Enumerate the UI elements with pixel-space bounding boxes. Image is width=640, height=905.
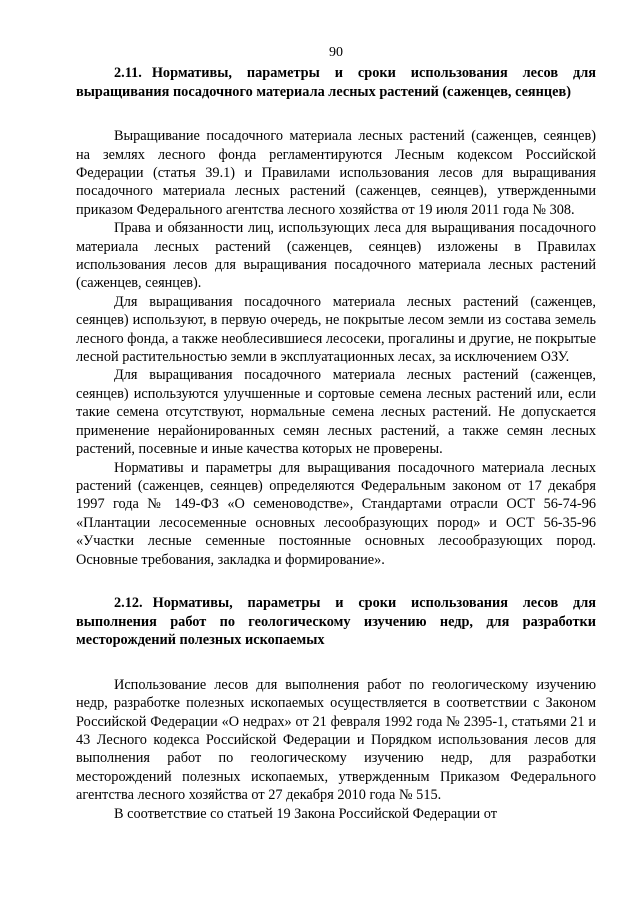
paragraph: Для выращивания посадочного материала лесных растений (саженцев, сеянцев) используют, в первую очередь, не покрытые лесом земли из состава земель лесного фонда, а также необлесившиеся лесосеки, прогалины и другие, не покрытые лесной растительностью земли в эксплуатационных лесах, за исключением ОЗУ.: [76, 293, 596, 366]
section-heading-2-11: [76, 64, 596, 101]
section-number: 2.11.: [114, 65, 142, 81]
paragraph: Нормативы и параметры для выращивания посадочного материала лесных растений (саженцев, сеянцев) определяются Федеральным законом от 17 декабря 1997 года № 149-ФЗ «О семеноводстве», Стандартами отрасли ОСТ 56-74-96 «Плантации лесосеменные основных лесообразующих пород» и ОСТ 56-35-96 «Участки лесные семенные постоянные основных лесообразующих пород. Основные требования, закладка и формирование».: [76, 459, 596, 568]
document-page: [76, 44, 596, 823]
section-body-2-11: [76, 127, 596, 569]
paragraph: Права и обязанности лиц, использующих леса для выращивания посадочного материала лесных растений (саженцев, сеянцев) изложены в Правилах использования лесов для выращивания посадочного материала лесных растений (саженцев, сеянцев).: [76, 220, 596, 292]
section-body-2-12: [76, 676, 596, 823]
paragraph: В соответствие со статьей 19 Закона Российской Федерации от: [114, 805, 497, 822]
section-heading-2-12: [76, 594, 596, 650]
paragraph: Для выращивания посадочного материала лесных растений (саженцев, сеянцев) используются улучшенные и сортовые семена лесных растений или, если такие семена отсутствуют, нормальные семена лесных растений. Не допускается применение нерайонированных семян лесных растений, а также семян лесных растений, посевные и иные качества которых не проверены.: [76, 367, 596, 458]
paragraph: Выращивание посадочного материала лесных растений (саженцев, сеянцев) на землях лесного фонда регламентируются Лесным кодексом Российской Федерации (статья 39.1) и Правилами использования лесов для выращивания посадочного материала лесных растений (саженцев, сеянцев), утвержденными приказом Федерального агентства лесного хозяйства от 19 июля 2011 года № 308.: [76, 128, 596, 218]
section-title-text: Нормативы, параметры и сроки использования лесов для выполнения работ по геологическому изучению недр, для разработки месторождений полезных ископаемых: [76, 594, 596, 649]
section-number: 2.12.: [114, 594, 143, 611]
paragraph: Использование лесов для выполнения работ по геологическому изучению недр, разработке полезных ископаемых осуществляется в соответствии с Законом Российской Федерации «О недрах» от 21 февраля 1992 года № 2395-1, статьями 21 и 43 Лесного кодекса Российской Федерации и Порядком использования лесов для выполнения работ по геологическому изучению недр, для разработки месторождений полезных ископаемых, утвержденным Приказом Федерального агентства лесного хозяйства от 27 декабря 2010 года № 515.: [76, 676, 596, 804]
section-title-text: Нормативы, параметры и сроки использования лесов для выращивания посадочного материала лесных растений (саженцев, сеянцев): [76, 65, 596, 100]
page-number: 90: [329, 45, 343, 60]
